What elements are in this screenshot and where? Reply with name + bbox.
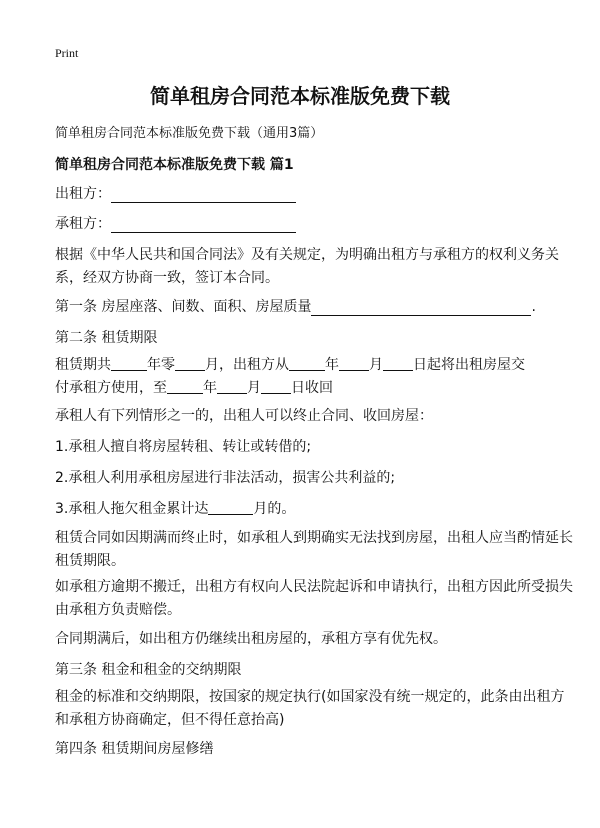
lease-years-blank	[111, 356, 147, 371]
lease-text: 日收回	[291, 380, 333, 396]
document-subtitle: 简单租房合同范本标准版免费下载（通用3篇）	[55, 126, 324, 141]
start-day-blank	[383, 356, 413, 371]
lease-text: 年	[203, 380, 217, 396]
lease-text: 付承租方使用，至	[55, 380, 167, 396]
print-link[interactable]: Print	[55, 46, 79, 60]
lease-months-blank	[175, 356, 205, 371]
article-2-heading: 第二条 租赁期限	[55, 330, 158, 346]
list-item-3-end: 月的。	[253, 501, 296, 517]
start-month-blank	[339, 356, 369, 371]
lessor-blank	[111, 187, 296, 203]
lease-text: 日起将出租房屋交	[413, 357, 525, 373]
document-title: 简单租房合同范本标准版免费下载	[150, 84, 450, 108]
lessor-label: 出租方：	[55, 186, 111, 202]
expiry-paragraph: 租赁合同如因期满而终止时，如承租人到期确实无法找到房屋，出租人应当酌情延长租赁期限。	[55, 530, 573, 569]
start-year-blank	[289, 356, 325, 371]
lessee-row	[55, 213, 296, 233]
article-1-end: .	[531, 299, 536, 315]
lease-text: 租赁期共	[55, 357, 111, 373]
overdue-paragraph: 如承租方逾期不搬迁，出租方有权向人民法院起诉和申请执行，出租方因此所受损失由承租方负责赔偿。	[55, 579, 573, 618]
article-4-heading: 第四条 租赁期间房屋修缮	[55, 741, 214, 757]
rent-paragraph: 租金的标准和交纳期限，按国家的规定执行(如国家没有统一规定的，此条由出租方和承租方协商确定，但不得任意抬高)	[55, 689, 565, 728]
article-1-blank	[311, 300, 531, 316]
article-1-text: 第一条 房屋座落、间数、面积、房屋质量	[55, 299, 312, 315]
arrears-months-blank	[208, 500, 253, 515]
lease-text: 年	[325, 357, 339, 373]
lessor-row	[55, 183, 296, 203]
list-item-2: 2.承租人利用承租房屋进行非法活动，损害公共利益的;	[55, 470, 396, 486]
lease-term-paragraph	[55, 354, 575, 400]
lease-text: 月	[247, 380, 261, 396]
priority-paragraph: 合同期满后，如出租方仍继续出租房屋的，承租方享有优先权。	[55, 631, 447, 647]
list-item-1: 1.承租人擅自将房屋转租、转让或转借的;	[55, 439, 312, 455]
list-item-3-text: 3.承租人拖欠租金累计达	[55, 501, 209, 517]
lease-text: 年零	[147, 357, 175, 373]
end-day-blank	[261, 379, 291, 394]
lessee-blank	[111, 217, 296, 233]
article-3-heading: 第三条 租金和租金的交纳期限	[55, 662, 242, 678]
lease-text: 月，出租方从	[205, 357, 289, 373]
lease-text: 月	[369, 357, 383, 373]
end-month-blank	[217, 379, 247, 394]
termination-paragraph: 承租人有下列情形之一的，出租人可以终止合同、收回房屋：	[55, 408, 433, 424]
section-heading: 简单租房合同范本标准版免费下载 篇1	[55, 157, 294, 173]
end-year-blank	[167, 379, 203, 394]
article-1	[55, 296, 536, 316]
lessee-label: 承租方：	[55, 216, 111, 232]
list-item-3	[55, 498, 295, 518]
paragraph-intro: 根据《中华人民共和国合同法》及有关规定，为明确出租方与承租方的权利义务关系，经双方协商一致，签订本合同。	[55, 247, 559, 286]
